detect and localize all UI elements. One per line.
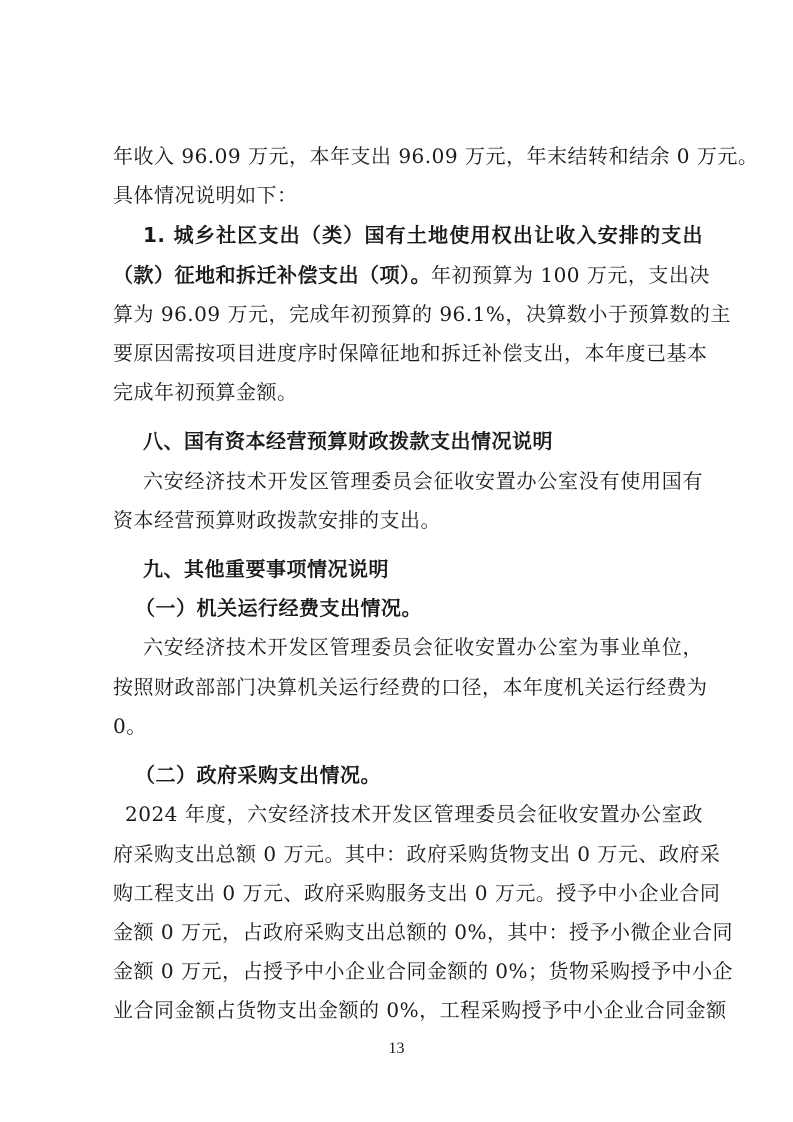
body-text-line: 要原因需按项目进度序时保障征地和拆迁补偿支出，本年度已基本 [113, 341, 708, 365]
section-9-heading: 九、其他重要事项情况说明 [143, 557, 389, 581]
body-text-line: 算为 96.09 万元，完成年初预算的 96.1%，决算数小于预算数的主 [113, 302, 731, 326]
body-text-line: 六安经济技术开发区管理委员会征收安置办公室没有使用国有 [143, 469, 703, 493]
body-text-line: 金额 0 万元，占政府采购支出总额的 0%，其中：授予小微企业合同 [113, 920, 734, 944]
subsection-2-heading: （二）政府采购支出情况。 [135, 763, 381, 787]
body-text-line: 0。 [113, 714, 147, 738]
page-number: 13 [388, 1040, 405, 1057]
body-text-line: 资本经营预算财政拨款安排的支出。 [113, 508, 441, 532]
body-text-line: 购工程支出 0 万元、政府采购服务支出 0 万元。授予中小企业合同 [113, 881, 721, 905]
section-8-heading: 八、国有资本经营预算财政拨款支出情况说明 [143, 429, 553, 453]
body-text-line: 六安经济技术开发区管理委员会征收安置办公室为事业单位， [143, 635, 703, 659]
item-1-heading: 1. 城乡社区支出（类）国有土地使用权出让收入安排的支出 [143, 223, 703, 247]
body-text-line: 业合同金额占货物支出金额的 0%，工程采购授予中小企业合同金额 [113, 998, 727, 1022]
item-1-heading-cont: （款）征地和拆迁补偿支出（项）。 [113, 263, 431, 287]
body-text-line [113, 263, 710, 287]
body-text-line: 金额 0 万元，占授予中小企业合同金额的 0%；货物采购授予中小企 [113, 959, 734, 983]
body-text-line: 府采购支出总额 0 万元。其中：政府采购货物支出 0 万元、政府采 [113, 842, 721, 866]
body-text-line: 2024 年度，六安经济技术开发区管理委员会征收安置办公室政 [125, 802, 703, 826]
body-text-line: 年收入 96.09 万元，本年支出 96.09 万元，年末结转和结余 0 万元。 [113, 144, 759, 168]
body-text: 年初预算为 100 万元，支出决 [431, 263, 710, 287]
body-text-line: 具体情况说明如下： [113, 183, 298, 207]
body-text-line: 完成年初预算金额。 [113, 380, 298, 404]
body-text-line: 按照财政部部门决算机关运行经费的口径，本年度机关运行经费为 [113, 675, 708, 699]
subsection-1-heading: （一）机关运行经费支出情况。 [135, 596, 422, 620]
